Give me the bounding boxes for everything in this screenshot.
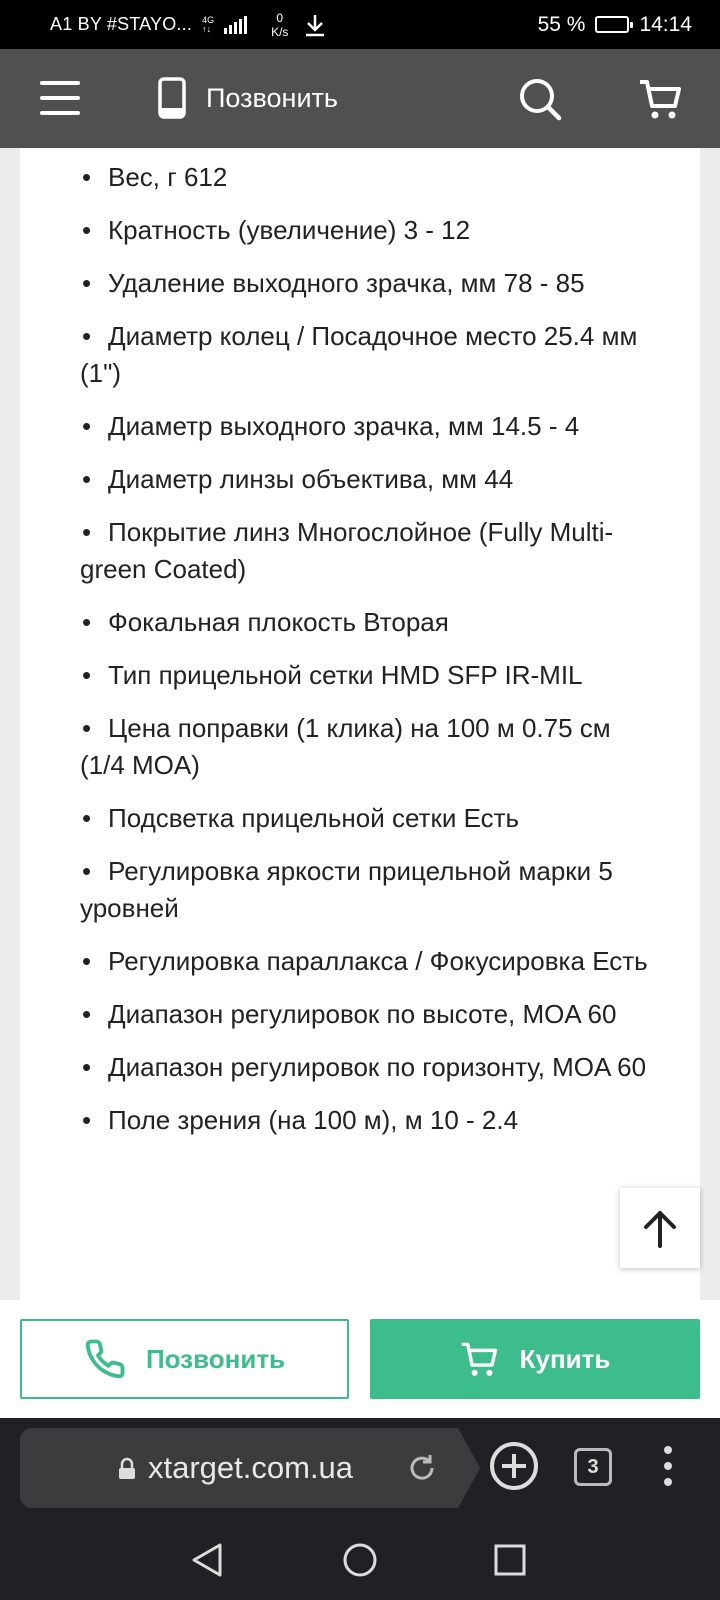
spec-value: 25.4 мм (1") <box>80 321 645 388</box>
call-button-label: Позвонить <box>145 1343 286 1374</box>
bullet-icon: • <box>82 1105 92 1135</box>
bullet-icon: • <box>82 321 92 351</box>
spec-label: Диаметр линзы объектива, мм <box>108 464 478 494</box>
spec-item <box>80 943 660 980</box>
spec-item <box>80 265 660 302</box>
network-speed: 0 K/s <box>271 10 289 39</box>
url-text: xtarget.com.ua <box>148 1450 354 1485</box>
spec-item <box>80 408 660 445</box>
signal-icon <box>224 16 247 34</box>
network-type: 4G ↑↓ <box>202 14 215 34</box>
bullet-icon: • <box>82 215 92 245</box>
action-bar <box>0 1300 720 1418</box>
spec-list <box>80 106 660 1155</box>
back-icon[interactable] <box>190 1542 224 1578</box>
spec-item <box>80 853 660 927</box>
spec-value: 78 - 85 <box>503 268 585 298</box>
home-icon[interactable] <box>342 1542 378 1578</box>
spec-value: 612 <box>183 162 228 192</box>
bullet-icon: • <box>82 946 92 976</box>
spec-label: Удаление выходного зрачка, мм <box>108 268 497 298</box>
menu-icon[interactable] <box>40 81 80 115</box>
spec-value: 10 - 2.4 <box>429 1105 519 1135</box>
status-bar <box>0 0 720 49</box>
cart-icon <box>460 1340 498 1378</box>
spec-label: Тип прицельной сетки <box>108 660 374 690</box>
bullet-icon: • <box>82 803 92 833</box>
bullet-icon: • <box>82 1052 92 1082</box>
spec-item <box>80 604 660 641</box>
spec-label: Вес, г <box>108 162 177 192</box>
spec-value: HMD SFP IR-MIL <box>380 660 583 690</box>
spec-item <box>80 1049 660 1086</box>
spec-value: 5 уровней <box>80 856 621 923</box>
cart-icon[interactable] <box>638 77 682 121</box>
spec-value: Есть <box>592 946 648 976</box>
spec-label: Подсветка прицельной сетки <box>108 803 457 833</box>
spec-value: 3 - 12 <box>403 215 471 245</box>
bullet-icon: • <box>82 268 92 298</box>
phone-icon <box>84 1338 126 1380</box>
reload-icon[interactable] <box>406 1452 438 1484</box>
bullet-icon: • <box>82 411 92 441</box>
spec-value: Есть <box>463 803 520 833</box>
spec-label: Диапазон регулировок по горизонту, MOA <box>108 1052 610 1082</box>
spec-label: Цена поправки (1 клика) на 100 м <box>108 713 515 743</box>
site-header <box>0 49 720 148</box>
browser-toolbar <box>0 1418 720 1520</box>
carrier-name: A1 BY #STAYO... <box>50 14 193 34</box>
address-bar[interactable] <box>20 1428 458 1508</box>
header-call-label: Позвонить <box>206 82 338 113</box>
spec-label: Поле зрения (на 100 м), м <box>108 1105 423 1135</box>
spec-label: Диаметр колец / Посадочное место <box>108 321 537 351</box>
lock-icon <box>118 1458 136 1480</box>
spec-label: Фокальная плокость <box>108 607 357 637</box>
spec-item <box>80 318 660 392</box>
spec-value: Многослойное (Fully Multi-green Coated) <box>80 517 614 584</box>
bullet-icon: • <box>82 162 92 192</box>
system-nav-bar <box>0 1520 720 1600</box>
more-options-icon[interactable] <box>664 1446 672 1486</box>
bullet-icon: • <box>82 713 92 743</box>
spec-item <box>80 657 660 694</box>
download-icon <box>304 13 326 37</box>
call-button[interactable] <box>20 1319 349 1399</box>
spec-value: Вторая <box>363 607 449 637</box>
spec-item <box>80 212 660 249</box>
bullet-icon: • <box>82 660 92 690</box>
tab-count: 3 <box>587 1455 599 1478</box>
bullet-icon: • <box>82 517 92 547</box>
phone-device-icon <box>158 77 186 119</box>
spec-value: 60 <box>617 1052 647 1082</box>
buy-button[interactable] <box>370 1319 700 1399</box>
spec-value: 0.75 см (1/4 MOA) <box>80 713 618 780</box>
clock: 14:14 <box>639 12 692 36</box>
battery-percent: 55 % <box>537 12 586 36</box>
arrow-up-icon <box>642 1208 678 1248</box>
spec-label: Диаметр выходного зрачка, мм <box>108 411 484 441</box>
spec-value: 44 <box>484 464 514 494</box>
bullet-icon: • <box>82 856 92 886</box>
spec-item <box>80 461 660 498</box>
bullet-icon: • <box>82 999 92 1029</box>
scroll-top-button[interactable] <box>620 1188 700 1268</box>
spec-item <box>80 996 660 1033</box>
spec-label: Регулировка яркости прицельной марки <box>108 856 592 886</box>
tab-switcher-button[interactable] <box>574 1448 612 1486</box>
spec-label: Диапазон регулировок по высоте, MOA <box>108 999 581 1029</box>
spec-value: 14.5 - 4 <box>491 411 580 441</box>
spec-label: Регулировка параллакса / Фокусировка <box>108 946 585 976</box>
spec-item <box>80 1102 660 1139</box>
spec-item <box>80 159 660 196</box>
bullet-icon: • <box>82 464 92 494</box>
header-call-link[interactable] <box>158 77 338 119</box>
spec-item <box>80 800 660 837</box>
product-specs-card <box>20 130 700 1300</box>
battery-icon <box>595 16 629 33</box>
recent-apps-icon[interactable] <box>494 1544 526 1576</box>
search-icon[interactable] <box>518 77 562 121</box>
bullet-icon: • <box>82 607 92 637</box>
spec-label: Покрытие линз <box>108 517 290 547</box>
new-tab-icon[interactable] <box>488 1440 540 1492</box>
spec-label: Кратность (увеличение) <box>108 215 397 245</box>
spec-item <box>80 514 660 588</box>
spec-value: 60 <box>587 999 617 1029</box>
spec-item <box>80 710 660 784</box>
buy-button-label: Купить <box>519 1343 611 1374</box>
